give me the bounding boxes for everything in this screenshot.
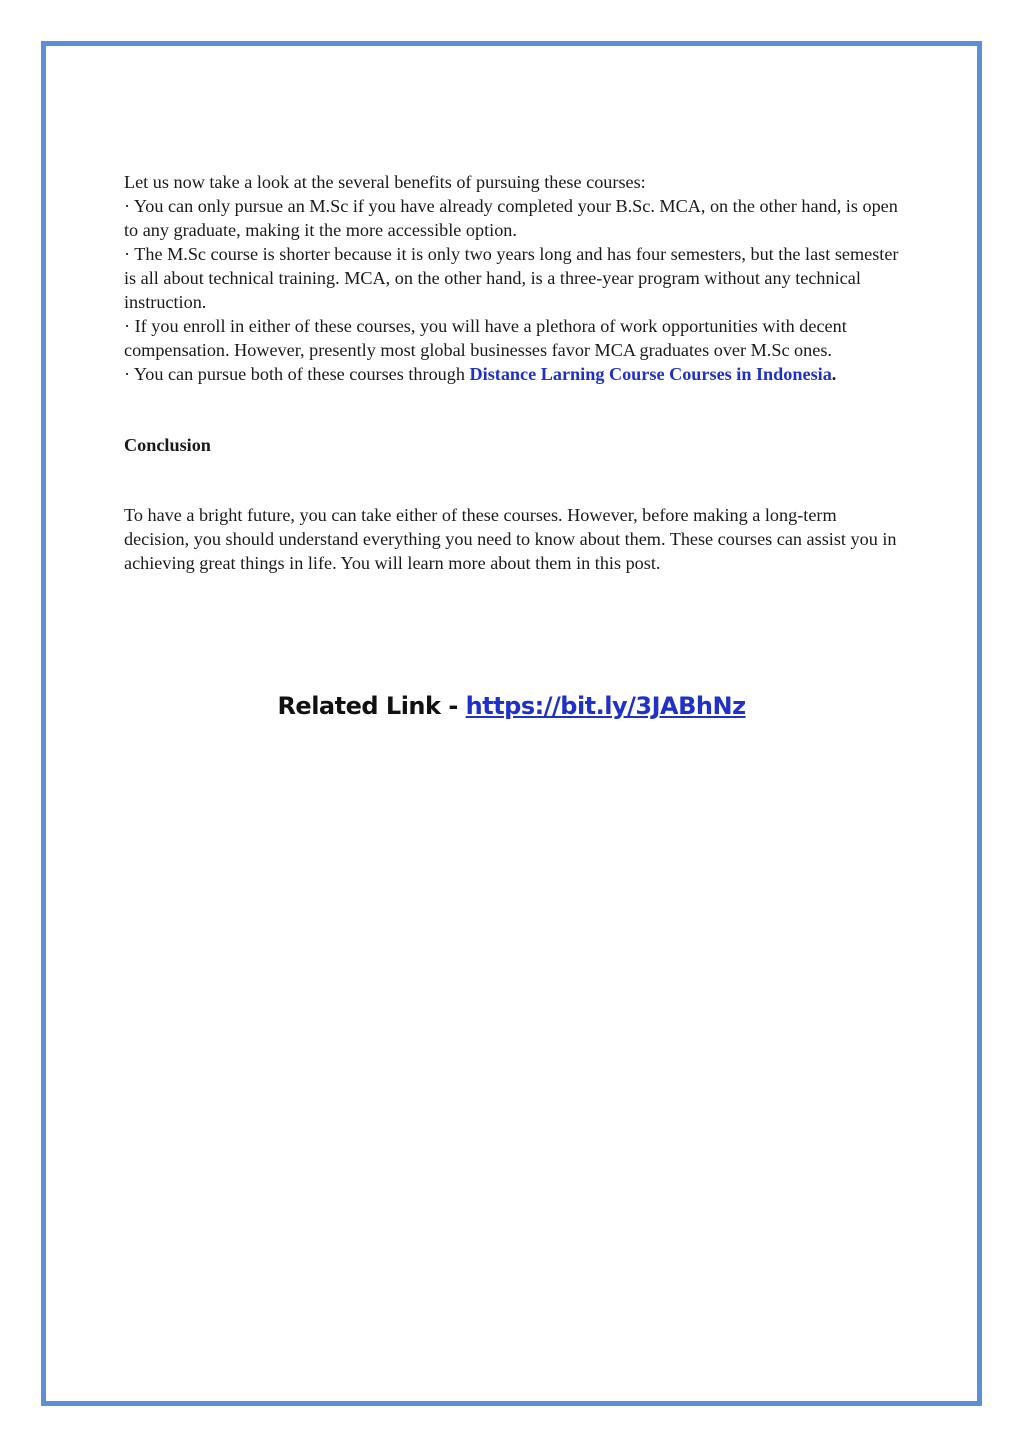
benefit-bullet-2: · The M.Sc course is shorter because it is only two years long and has four semesters, but the last semester is all about technical training. MCA, on the other hand, is a three-year program without any technical instruction. bbox=[124, 244, 899, 312]
bullet-4-suffix: . bbox=[831, 364, 837, 384]
related-link-label: Related Link - bbox=[277, 692, 466, 720]
related-link-line bbox=[0, 688, 1023, 724]
conclusion-paragraph: To have a bright future, you can take either of these courses. However, before making a long-term decision, you should understand everything you need to know about them. These courses can assist you in achieving great things in life. You will learn more about them in this post. bbox=[124, 505, 897, 573]
conclusion-heading: Conclusion bbox=[124, 435, 211, 455]
document-body bbox=[124, 170, 904, 575]
benefit-bullet-4 bbox=[124, 362, 904, 386]
benefit-bullet-1: · You can only pursue an M.Sc if you have already completed your B.Sc. MCA, on the other hand, is open to any graduate, making it the more accessible option. bbox=[124, 196, 898, 240]
distance-learning-link[interactable]: Distance Larning Course Courses in Indonesia bbox=[469, 364, 832, 384]
benefit-bullet-3: · If you enroll in either of these courses, you will have a plethora of work opportunities with decent compensation. However, presently most global businesses favor MCA graduates over M.Sc ones. bbox=[124, 316, 847, 360]
intro-paragraph: Let us now take a look at the several benefits of pursuing these courses: bbox=[124, 172, 646, 192]
bullet-4-prefix: · You can pursue both of these courses through bbox=[124, 364, 470, 384]
related-link-url[interactable]: https://bit.ly/3JABhNz bbox=[465, 692, 746, 720]
